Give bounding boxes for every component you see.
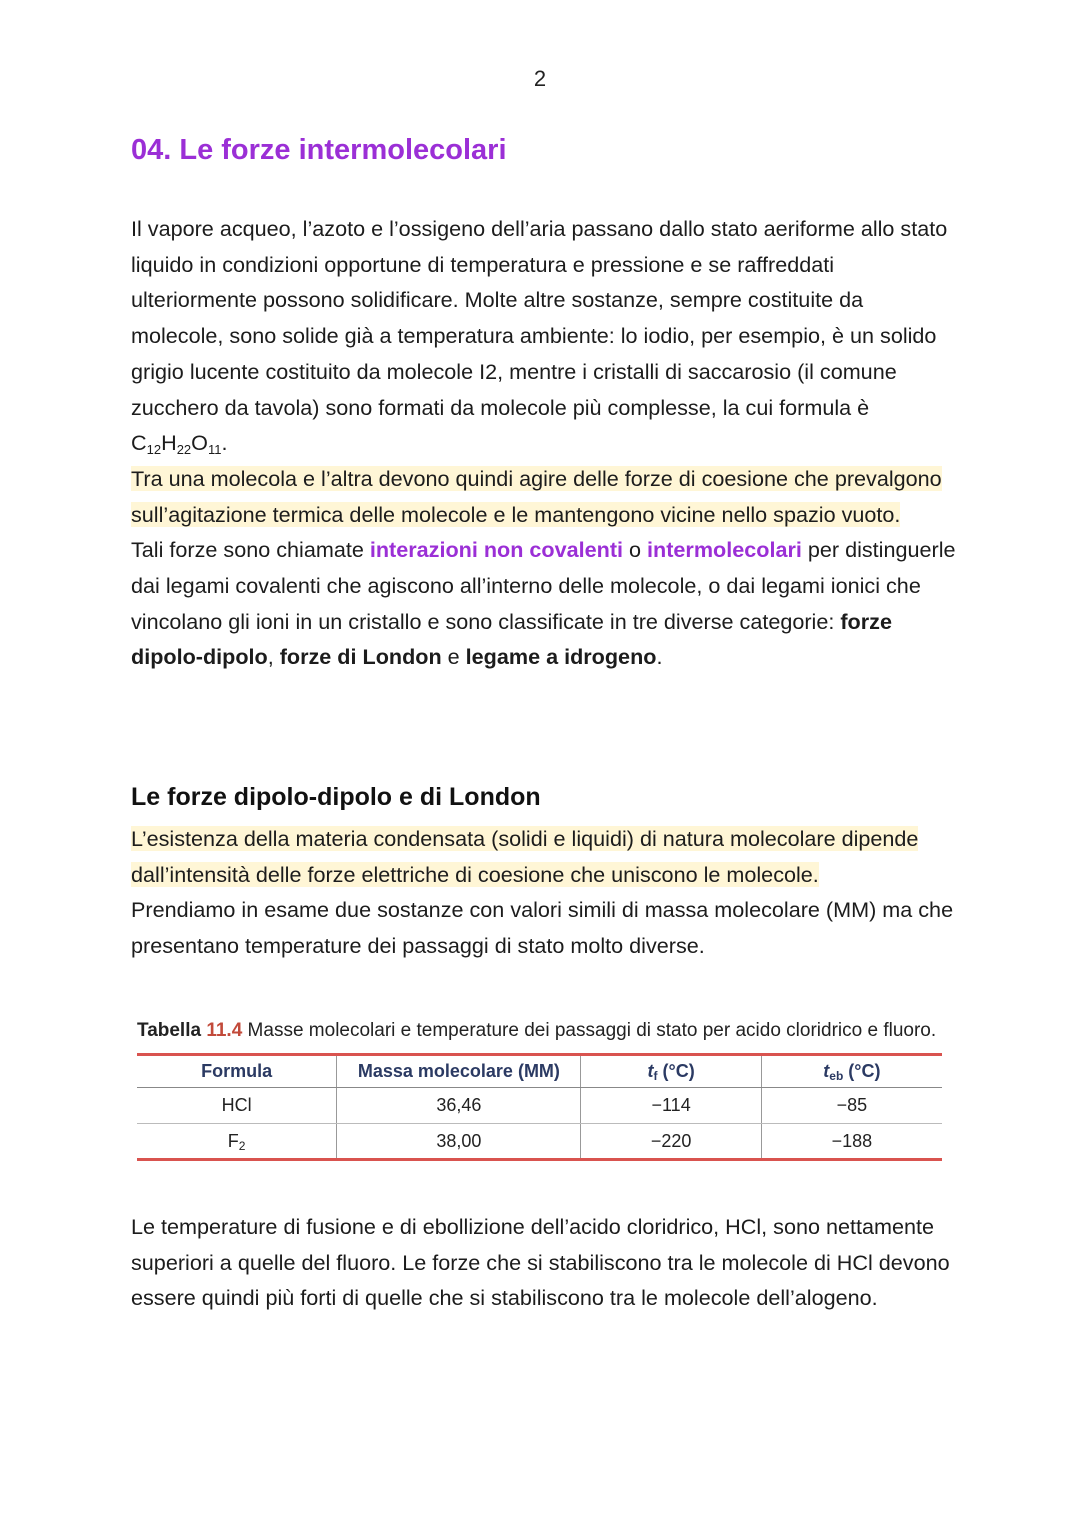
intro-highlight: Tra una molecola e l’altra devono quindi agire delle forze di coesione che prevalgono sull’agitazione termica delle molecole e le mantengono vicine nello spazio vuoto. — [131, 465, 942, 527]
intro-text — [131, 211, 961, 675]
cell-formula: F2 — [137, 1124, 337, 1160]
separator: , — [267, 644, 280, 670]
data-table — [137, 1053, 942, 1161]
category-hydrogen-bond: legame a idrogeno — [465, 644, 657, 670]
cell-boiling-temp: −85 — [761, 1088, 942, 1124]
page-number: 2 — [533, 66, 547, 91]
cell-melting-temp: −114 — [581, 1088, 761, 1124]
section-title: 04. Le forze intermolecolari — [131, 134, 507, 166]
cell-formula: HCl — [137, 1088, 337, 1124]
subsection-highlight: L’esistenza della materia condensata (solidi e liquidi) di natura molecolare dipende dall’intensità delle forze elettriche di coesione che uniscono le molecole. — [131, 826, 919, 887]
cell-melting-temp: −220 — [581, 1124, 761, 1160]
header-formula: Formula — [137, 1055, 337, 1088]
header-boiling-temp: teb (°C) — [761, 1055, 942, 1088]
cell-molecular-mass: 36,46 — [337, 1088, 581, 1124]
header-molecular-mass: Massa molecolare (MM) — [337, 1055, 581, 1088]
caption-number: 11.4 — [206, 1020, 243, 1041]
cell-boiling-temp: −188 — [761, 1124, 942, 1160]
cell-molecular-mass: 38,00 — [337, 1124, 581, 1160]
subsection-text — [131, 821, 961, 964]
table-header-row — [137, 1055, 942, 1088]
intro-paragraph-2-mid: per distinguerle dai legami covalenti che agiscono all’interno delle molecole, o dai legami ionici che vincolano gli ioni in un cristallo e sono classificate in tre diverse categorie: — [131, 537, 956, 634]
category-dipole-dipole: forze dipolo-dipolo — [131, 608, 892, 670]
caption-text: Masse molecolari e temperature dei passaggi di stato per acido cloridrico e fluoro. — [242, 1020, 937, 1041]
table-caption — [137, 1020, 936, 1042]
intro-paragraph-2-start: Tali forze sono chiamate — [131, 537, 370, 563]
term-intermolecular: intermolecolari — [647, 537, 802, 563]
subheading: Le forze dipolo-dipolo e di London — [131, 783, 541, 811]
conclusion-text: Le temperature di fusione e di ebollizione dell’acido cloridrico, HCl, sono nettamente superiori a quelle del fluoro. Le forze che si stabiliscono tra le molecole di HCl devono essere quindi più forti di quelle che si stabiliscono tra le molecole dell’alogeno. — [131, 1214, 950, 1311]
table-row — [137, 1088, 942, 1124]
intro-paragraph-1: Il vapore acqueo, l’azoto e l’ossigeno dell’aria passano dallo stato aeriforme allo stato liquido in condizioni opportune di temperatura e pressione e se raffreddati ulteriormente possono solidificare. Molte altre sostanze, sempre costituite da molecole, sono solide già a temperatura ambiente: lo iodio, per esempio, è un solido grigio lucente costituito da molecole I2, mentre i cristalli di saccarosio (il comune zucchero da tavola) sono formati da molecole più complesse, la cui formula è — [131, 216, 948, 420]
term-non-covalent: interazioni non covalenti — [369, 537, 624, 563]
period: . — [656, 644, 663, 670]
subsection-paragraph: Prendiamo in esame due sostanze con valori simili di massa molecolare (MM) ma che presentano temperature dei passaggi di stato molto diverse. — [131, 897, 954, 959]
caption-label: Tabella — [137, 1020, 207, 1041]
header-melting-temp: tf (°C) — [581, 1055, 761, 1088]
intro-or: o — [623, 537, 648, 563]
table-row — [137, 1124, 942, 1160]
sucrose-formula: $C_{12}H_{22}O_{11}$. — [131, 430, 228, 458]
category-london: forze di London — [279, 644, 442, 670]
separator: e — [441, 644, 466, 670]
